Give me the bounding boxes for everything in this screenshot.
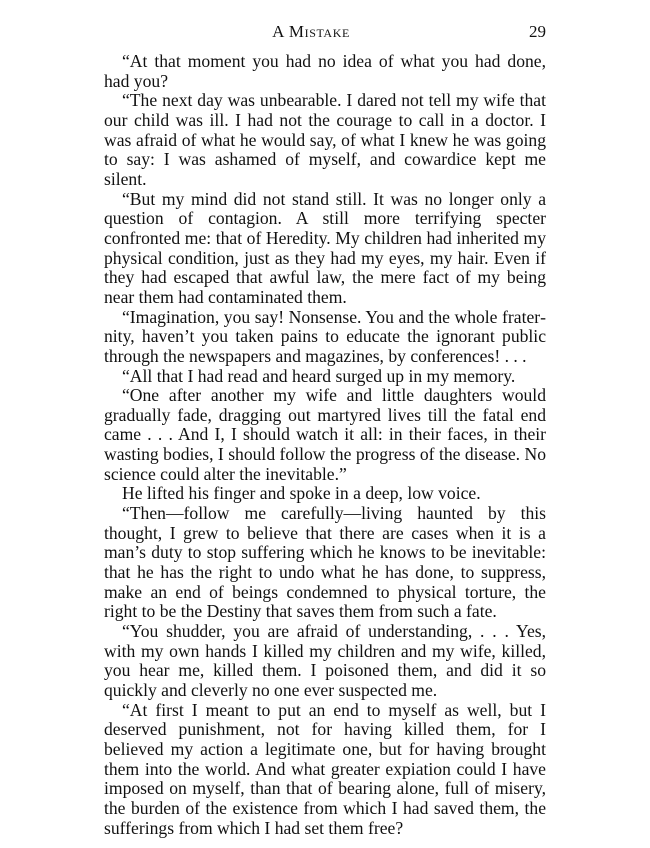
paragraph: “But my mind did not stand still. It was no longer only a question of contagion. A still more terrifying specter confronted me: that of Heredity. My children had inherited my physical condition, just as they had my eyes, my hair. Even if they had escaped that awful law, the mere fact of my being near them had contaminated them. bbox=[104, 188, 546, 307]
running-header bbox=[76, 22, 546, 44]
body-text bbox=[104, 52, 546, 838]
running-title: A Mistake bbox=[272, 22, 350, 41]
paragraph: “You shudder, you are afraid of understanding, . . . Yes, with my own hands I killed my children and my wife, killed, you hear me, killed them. I poisoned them, and did it so quickly and cleverly no one ever suspected me. bbox=[104, 621, 546, 700]
paragraph: “At that moment you had no idea of what you had done, had you? bbox=[104, 51, 546, 91]
paragraph: He lifted his finger and spoke in a deep, low voice. bbox=[122, 483, 481, 504]
page-number: 29 bbox=[529, 22, 546, 41]
paragraph: “One after another my wife and little daughters would gradually fade, dragging out martyred lives till the fatal end came . . . And I, I should watch it all: in their faces, in their wasting bodies, I should follow the progress of the disease. No science could alter the inevitable.” bbox=[104, 385, 546, 484]
paragraph: “All that I had read and heard surged up in my memory. bbox=[122, 365, 516, 386]
paragraph: “Then—follow me carefully—living haunted by this thought, I grew to believe that there are cases when it is a man’s duty to stop suffering which he knows to be inevitable: that he has the right to undo what he has done, to suppress, make an end of beings condemned to physical torture, the right to be the Destiny that saves them from such a fate. bbox=[104, 503, 546, 622]
paragraph: “Imagination, you say! Nonsense. You and the whole fraternity, haven’t you taken pains to educate the ignorant public through the newspapers and magazines, by conferences! . . . bbox=[104, 306, 546, 366]
paragraph: “At first I meant to put an end to myself as well, but I deserved punishment, not for having killed them, for I believed my action a legitimate one, but for having brought them into the world. And what greater expiation could I have imposed on myself, than that of bearing alone, full of misery, the burden of the existence from which I had saved them, the sufferings from which I had set them free? bbox=[104, 699, 546, 838]
paragraph: “The next day was unbearable. I dared not tell my wife that our child was ill. I had not the courage to call in a doctor. I was afraid of what he would say, of what I knew he was going to say: I was ashamed of myself, and cowardice kept me silent. bbox=[104, 90, 546, 189]
